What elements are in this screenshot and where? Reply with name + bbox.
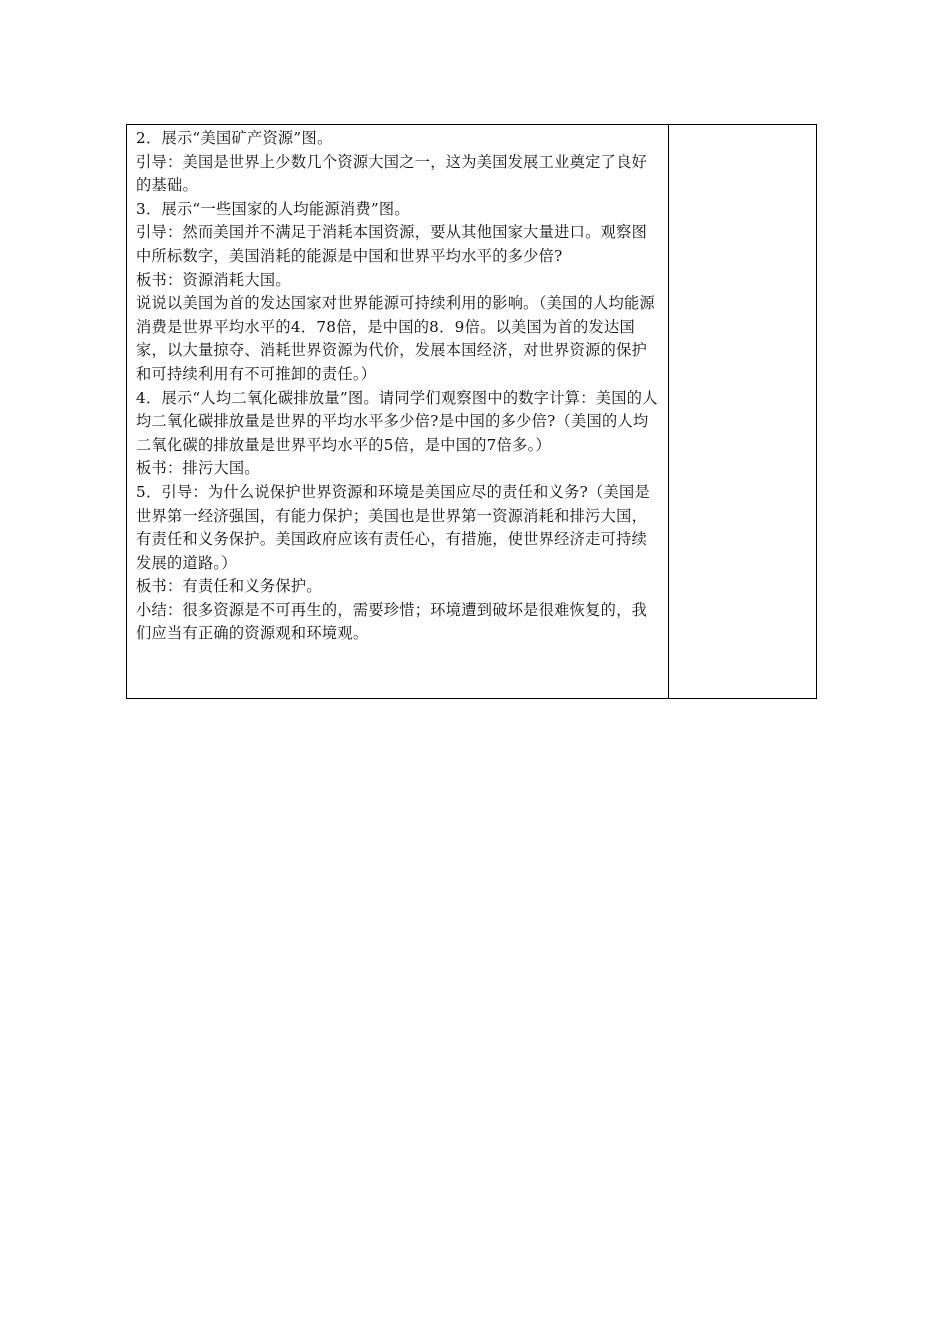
- teaching-content-cell: [127, 125, 669, 699]
- paragraph-guide-resource-power: 引导：美国是世界上少数几个资源大国之一，这为美国发展工业奠定了良好的基础。: [136, 152, 648, 195]
- paragraph-show-us-mineral-map: 2．展示“美国矿产资源”图。: [136, 129, 333, 147]
- paragraph-show-co2-emission-map: 4．展示“人均二氧化碳排放量”图。请同学们观察图中的数字计算：美国的人均二氧化碳排放量是世界的平均水平多少倍?是中国的多少倍?（美国的人均二氧化碳的排放量是世界平均水平的5倍，是中国的7倍多。）: [136, 388, 658, 454]
- lesson-table: [126, 124, 817, 699]
- paragraph-show-energy-consumption-map: 3．展示“一些国家的人均能源消费”图。: [136, 199, 410, 218]
- paragraph-guide-responsibility: 5．引导：为什么说保护世界资源和环境是美国应尽的责任和义务?（美国是世界第一经济强国，有能力保护；美国也是世界第一资源消耗和排污大国，有责任和义务保护。美国政府应该有责任心，有措施，使世界经济走可持续发展的道路。）: [136, 482, 651, 572]
- teaching-content: [127, 125, 668, 646]
- paragraph-summary: 小结：很多资源是不可再生的，需要珍惜；环境遭到破坏是很难恢复的，我们应当有正确的资源观和环境观。: [136, 600, 648, 643]
- notes-cell: [669, 125, 817, 699]
- paragraph-board-polluter: 板书：排污大国。: [136, 459, 260, 478]
- table-row: [127, 125, 817, 699]
- paragraph-discuss-energy-impact: 说说以美国为首的发达国家对世界能源可持续利用的影响。（美国的人均能源消费是世界平均水平的4．78倍，是中国的8．9倍。以美国为首的发达国家，以大量掠夺、消耗世界资源为代价，发展本国经济，对世界资源的保护和可持续利用有不可推卸的责任。）: [136, 294, 655, 383]
- paragraph-board-responsibility: 板书：有责任和义务保护。: [136, 577, 322, 596]
- paragraph-guide-energy-imports: 引导：然而美国并不满足于消耗本国资源，要从其他国家大量进口。观察图中所标数字，美国消耗的能源是中国和世界平均水平的多少倍?: [136, 223, 648, 265]
- paragraph-board-resource-consumer: 板书：资源消耗大国。: [136, 270, 291, 289]
